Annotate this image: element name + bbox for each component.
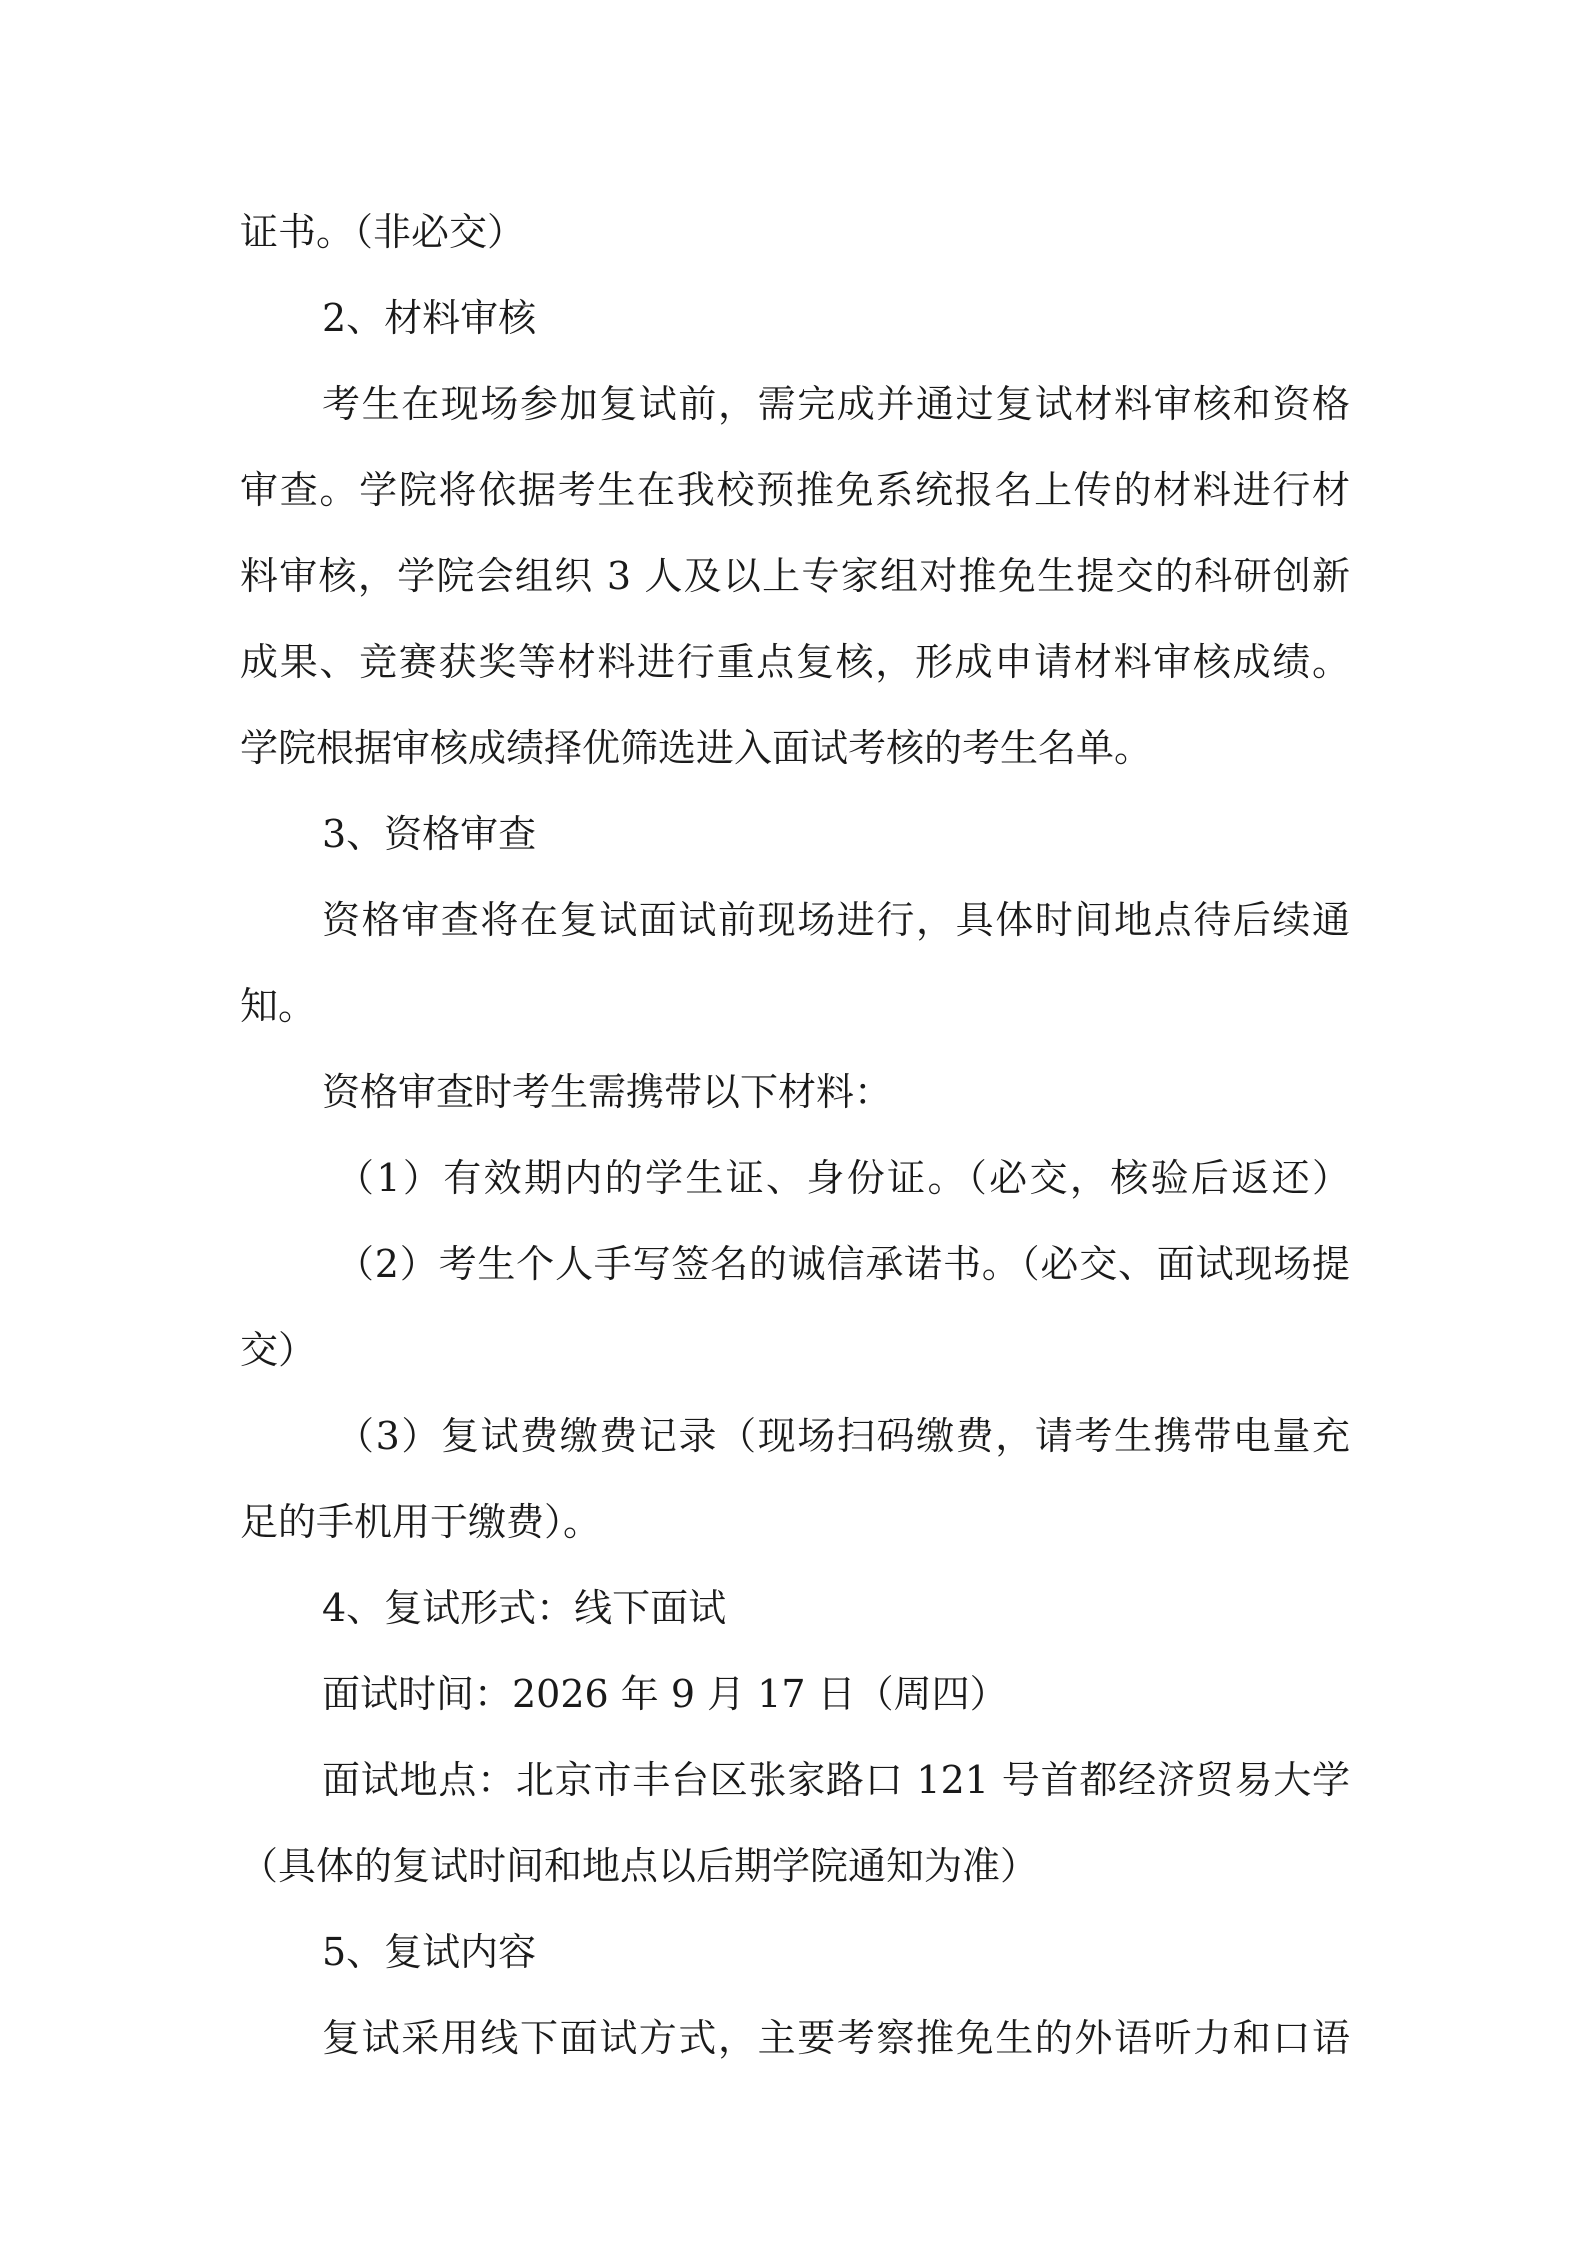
text-line: 成果、竞赛获奖等材料进行重点复核，形成申请材料审核成绩。 — [240, 640, 1350, 684]
text-line: 面试地点：北京市丰台区张家路口 121 号首都经济贸易大学 — [322, 1758, 1350, 1802]
text-line: 知。 — [240, 984, 317, 1028]
text-line: 考生在现场参加复试前，需完成并通过复试材料审核和资格 — [322, 382, 1350, 426]
section-heading: 5、复试内容 — [322, 1930, 537, 1974]
text-line: 学院根据审核成绩择优筛选进入面试考核的考生名单。 — [240, 726, 1153, 770]
text-line: 资格审查时考生需携带以下材料： — [322, 1070, 893, 1114]
text-line: 交） — [240, 1328, 317, 1372]
text-line: 资格审查将在复试面试前现场进行，具体时间地点待后续通 — [322, 898, 1350, 942]
text-line: 复试采用线下面试方式，主要考察推免生的外语听力和口语 — [322, 2016, 1350, 2060]
section-heading: 4、复试形式：线下面试 — [322, 1586, 727, 1630]
text-line: 足的手机用于缴费）。 — [240, 1500, 602, 1544]
text-line: 面试时间：2026 年 9 月 17 日（周四） — [322, 1672, 1008, 1716]
list-item: （1）有效期内的学生证、身份证。（必交，核验后返还） — [336, 1156, 1350, 1200]
list-item: （3）复试费缴费记录（现场扫码缴费，请考生携带电量充 — [336, 1414, 1350, 1458]
text-line: 证书。（非必交） — [240, 210, 526, 254]
text-line: 料审核，学院会组织 3 人及以上专家组对推免生提交的科研创新 — [240, 554, 1350, 598]
section-heading: 2、材料审核 — [322, 296, 537, 340]
section-heading: 3、资格审查 — [322, 812, 537, 856]
text-line: 审查。学院将依据考生在我校预推免系统报名上传的材料进行材 — [240, 468, 1350, 512]
text-line: （具体的复试时间和地点以后期学院通知为准） — [240, 1844, 1039, 1888]
list-item: （2）考生个人手写签名的诚信承诺书。（必交、面试现场提 — [336, 1242, 1350, 1286]
